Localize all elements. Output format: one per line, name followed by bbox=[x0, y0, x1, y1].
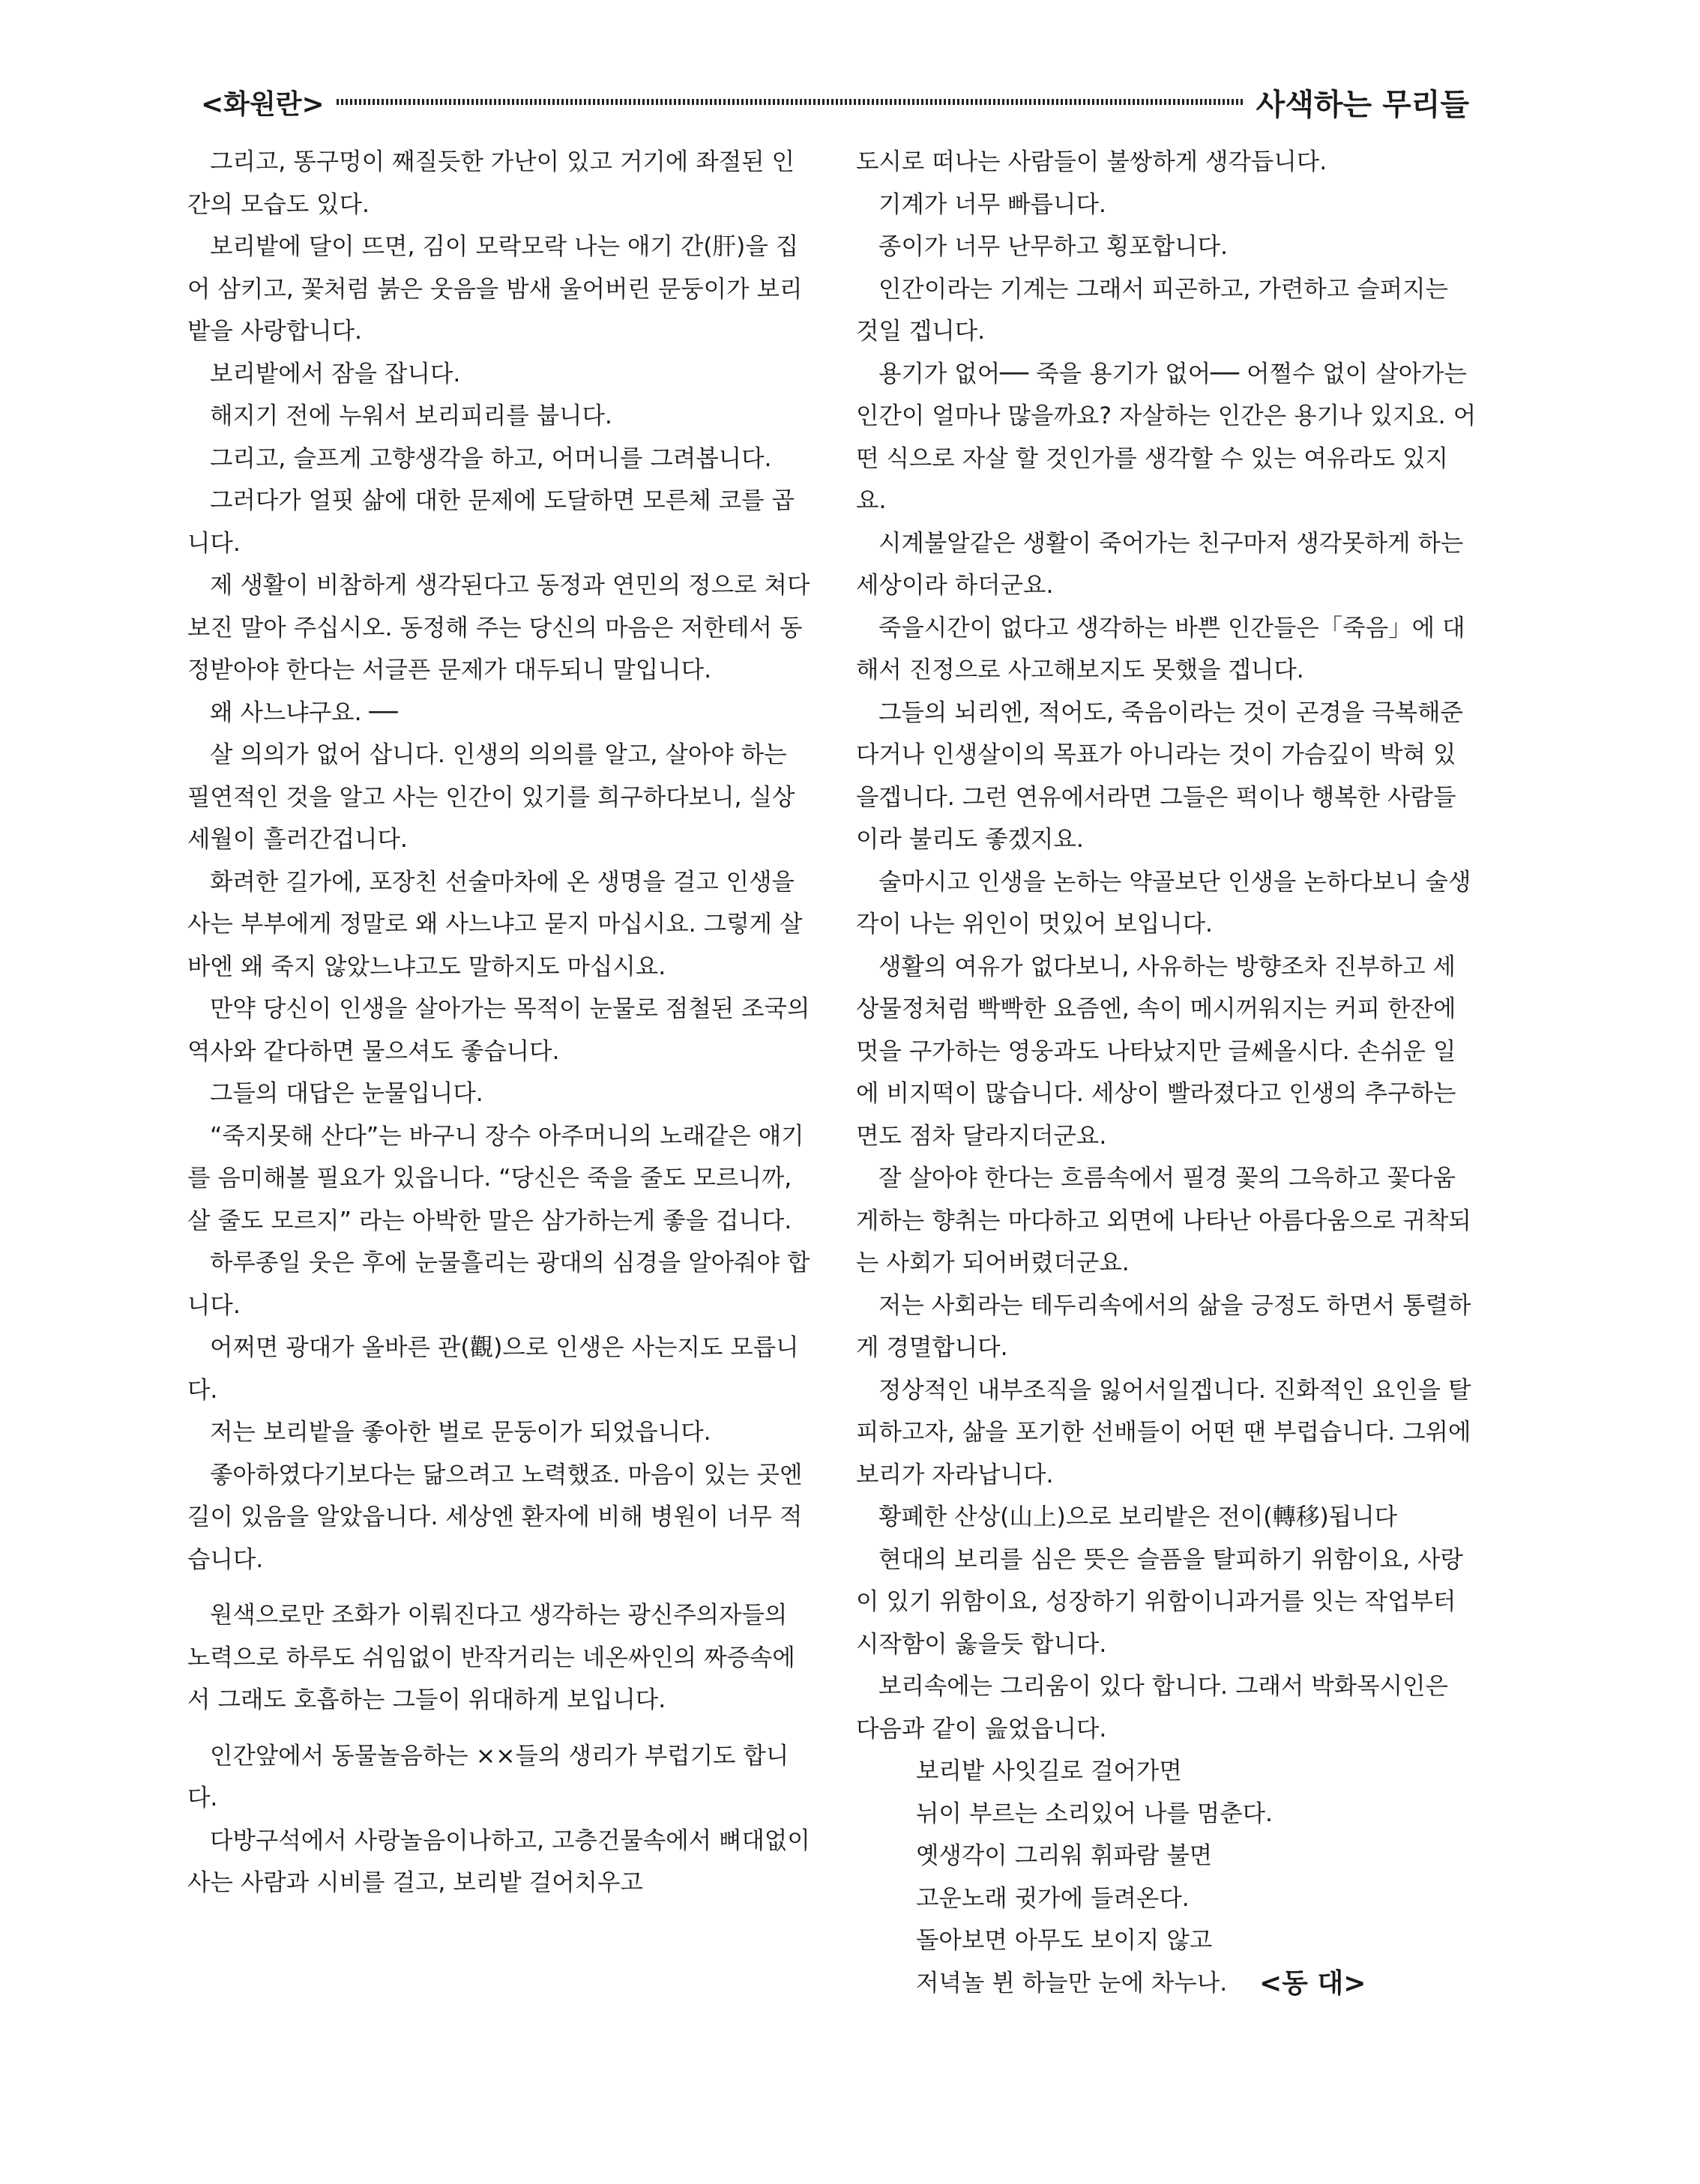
paragraph: 죽을시간이 없다고 생각하는 바쁜 인간들은「죽음」에 대해서 진정으로 사고해보지도 못했을 겝니다. bbox=[856, 614, 1465, 684]
left-column bbox=[187, 141, 813, 1904]
paragraph: 하루종일 웃은 후에 눈물흘리는 광대의 심경을 알아줘야 합니다. bbox=[187, 1249, 810, 1319]
poem-line: 고운노래 귓가에 들려온다. bbox=[916, 1884, 1190, 1912]
paragraph: 인간앞에서 동물놀음하는 ××들의 생리가 부럽기도 합니다. bbox=[187, 1742, 789, 1812]
poem-line: 보리밭 사잇길로 걸어가면 bbox=[916, 1758, 1182, 1785]
paragraph: 정상적인 내부조직을 잃어서일겝니다. 진화적인 요인을 탈피하고자, 삶을 포기한 선배들이 어떤 땐 부럽습니다. 그위에 보리가 자라납니다. bbox=[856, 1376, 1471, 1488]
paragraph: 그리고, 슬프게 고향생각을 하고, 어머니를 그려봅니다. bbox=[210, 444, 772, 472]
paragraph: 그리고, 똥구멍이 째질듯한 가난이 있고 거기에 좌절된 인간의 모습도 있다. bbox=[187, 148, 795, 218]
paragraph: 보리밭에 달이 뜨면, 김이 모락모락 나는 애기 간(肝)을 집어 삼키고, 꽃처럼 붉은 웃음을 밤새 울어버린 문둥이가 보리밭을 사랑합니다. bbox=[187, 233, 803, 345]
paragraph: 기계가 너무 빠릅니다. bbox=[878, 190, 1106, 218]
paragraph: 살 의의가 없어 삽니다. 인생의 의의를 알고, 살아야 하는 필연적인 것을 알고 사는 인간이 있기를 희구하다보니, 실상 세월이 흘러간겁니다. bbox=[187, 741, 795, 853]
paragraph: 도시로 떠나는 사람들이 불쌍하게 생각듭니다. bbox=[856, 148, 1327, 175]
paragraph: 어쩌면 광대가 올바른 관(觀)으로 인생은 사는지도 모릅니다. bbox=[187, 1334, 799, 1404]
paragraph: 술마시고 인생을 논하는 약골보단 인생을 논하다보니 술생각이 나는 위인이 멋있어 보입니다. bbox=[856, 868, 1471, 938]
paragraph: 시계불알같은 생활이 죽어가는 친구마저 생각못하게 하는 세상이라 하더군요. bbox=[856, 529, 1464, 599]
paragraph: 원색으로만 조화가 이뤄진다고 생각하는 광신주의자들의 노력으로 하루도 쉬임없이 반작거리는 네온싸인의 짜증속에서 그래도 호흡하는 그들이 위대하게 보입니다. bbox=[187, 1602, 795, 1713]
section-label: <화원란> bbox=[201, 88, 325, 120]
paragraph: 만약 당신이 인생을 살아가는 목적이 눈물로 점철된 조국의 역사와 같다하면 물으셔도 좋습니다. bbox=[187, 995, 810, 1065]
paragraph: 제 생활이 비참하게 생각된다고 동정과 연민의 정으로 쳐다보진 말아 주십시오. 동정해 주는 당신의 마음은 저한테서 동정받아야 한다는 서글픈 문제가 대두되니 말입니다. bbox=[187, 572, 810, 684]
paragraph: 현대의 보리를 심은 뜻은 슬픔을 탈피하기 위함이요, 사랑이 있기 위함이요, 성장하기 위함이니과거를 잇는 작업부터 시작함이 옳을듯 합니다. bbox=[856, 1545, 1463, 1658]
paragraph: 왜 사느냐구요. ── bbox=[210, 699, 398, 726]
article-title: 사색하는 무리들 bbox=[1256, 87, 1469, 122]
paragraph: 황폐한 산상(山上)으로 보리밭은 전이(轉移)됩니다 bbox=[878, 1503, 1398, 1530]
paragraph: 다방구석에서 사랑놀음이나하고, 고층건물속에서 뼈대없이 사는 사람과 시비를 걸고, 보리밭 걸어치우고 bbox=[187, 1826, 810, 1896]
poem-line: 뉘이 부르는 소리있어 나를 멈춘다. bbox=[916, 1800, 1274, 1827]
poem bbox=[856, 1750, 1478, 2004]
page-header bbox=[201, 81, 1469, 123]
paragraph: 용기가 없어── 죽을 용기가 없어── 어쩔수 없이 살아가는 인간이 얼마나 많을까요? 자살하는 인간은 용기나 있지요. 어떤 식으로 자살 할 것인가를 생각할 수 있는 여유라도 있지요. bbox=[856, 360, 1477, 514]
header-dotted-rule bbox=[337, 99, 1244, 105]
poem-line: 저녁놀 뷘 하늘만 눈에 차누나. bbox=[916, 1969, 1228, 1997]
paragraph: 그들의 뇌리엔, 적어도, 죽음이라는 것이 곤경을 극복해준다거나 인생살이의 목표가 아니라는 것이 가슴깊이 박혀 있을겝니다. 그런 연유에서라면 그들은 퍽이나 행복한 사람들이라 불리도 좋겠지요. bbox=[856, 699, 1463, 853]
paragraph: 저는 보리밭을 좋아한 벌로 문둥이가 되었읍니다. bbox=[210, 1419, 711, 1446]
author-signature: <동 대> bbox=[1259, 1968, 1366, 1999]
paragraph: 보리밭에서 잠을 잡니다. bbox=[210, 360, 461, 387]
paragraph: 잘 살아야 한다는 흐름속에서 필경 꽃의 그윽하고 꽃다움게하는 향취는 마다하고 외면에 나타난 아름다움으로 귀착되는 사회가 되어버렸더군요. bbox=[856, 1165, 1471, 1276]
paragraph: 해지기 전에 누워서 보리피리를 붑니다. bbox=[210, 402, 612, 429]
paragraph: 저는 사회라는 테두리속에서의 삶을 긍정도 하면서 통렬하게 경멸합니다. bbox=[856, 1291, 1471, 1361]
paragraph: 그러다가 얼핏 삶에 대한 문제에 도달하면 모른체 코를 곱니다. bbox=[187, 487, 795, 557]
poem-line: 옛생각이 그리워 휘파람 불면 bbox=[916, 1842, 1213, 1869]
paragraph: 화려한 길가에, 포장친 선술마차에 온 생명을 걸고 인생을 사는 부부에게 정말로 왜 사느냐고 묻지 마십시요. 그렇게 살바엔 왜 죽지 않았느냐고도 말하지도 마십시요. bbox=[187, 868, 803, 980]
paragraph: “죽지못해 산다”는 바구니 장수 아주머니의 노래같은 얘기를 음미해볼 필요가 있읍니다. “당신은 죽을 줄도 모르니까, 살 줄도 모르지” 라는 아박한 말은 삼가하는게 좋을 겁니다. bbox=[187, 1122, 804, 1234]
paragraph: 보리속에는 그리움이 있다 합니다. 그래서 박화목시인은 다음과 같이 읊었읍니다. bbox=[856, 1673, 1448, 1743]
paragraph: 종이가 너무 난무하고 횡포합니다. bbox=[878, 233, 1229, 260]
paragraph: 생활의 여유가 없다보니, 사유하는 방향조차 진부하고 세상물정처럼 빡빡한 요즘엔, 속이 메시꺼워지는 커피 한잔에 멋을 구가하는 영웅과도 나타났지만 글쎄올시다. 손쉬운 일에 비지떡이 많습니다. 세상이 빨라졌다고 인생의 추구하는 면도 점차 달라지더군요. bbox=[856, 953, 1456, 1150]
paragraph: 그들의 대답은 눈물입니다. bbox=[210, 1080, 483, 1107]
right-column bbox=[856, 141, 1478, 2004]
poem-line: 돌아보면 아무도 보이지 않고 bbox=[916, 1927, 1213, 1954]
paragraph: 인간이라는 기계는 그래서 피곤하고, 가련하고 슬퍼지는 것일 겝니다. bbox=[856, 275, 1448, 345]
paragraph: 좋아하였다기보다는 닮으려고 노력했죠. 마음이 있는 곳엔 길이 있음을 알았읍니다. 세상엔 환자에 비해 병원이 너무 적습니다. bbox=[187, 1461, 803, 1573]
